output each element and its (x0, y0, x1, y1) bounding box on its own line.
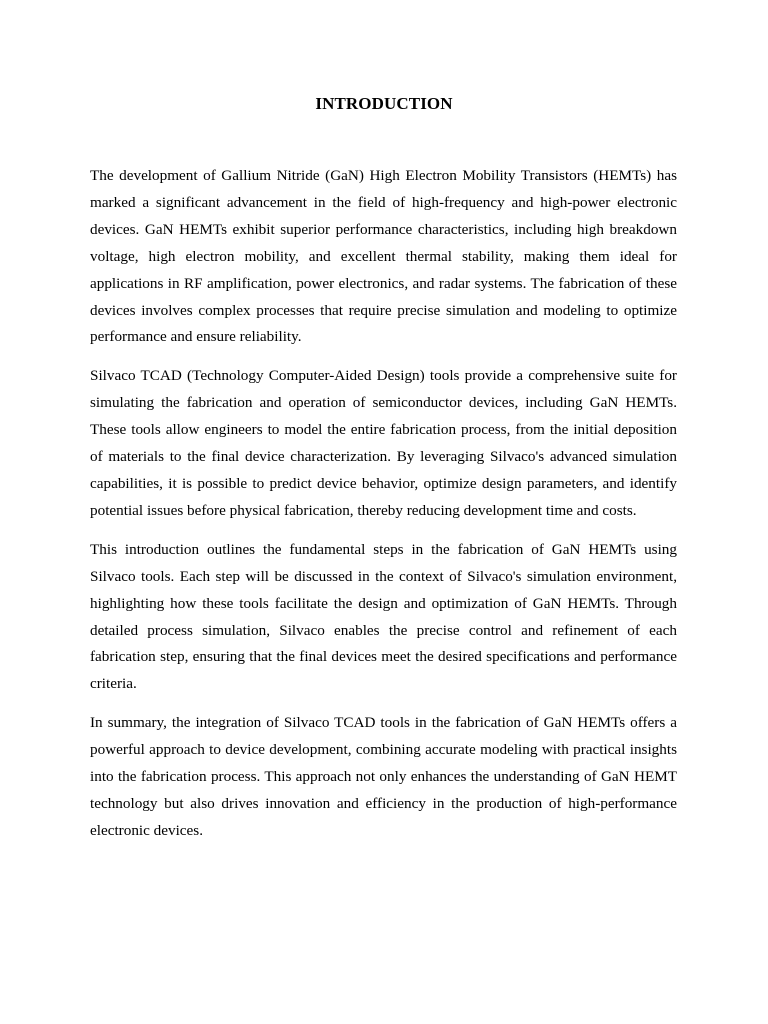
document-body (90, 163, 677, 857)
paragraph-2: Silvaco TCAD (Technology Computer-Aided Design) tools provide a comprehensive suite for simulating the fabrication and operation of semiconductor devices, including GaN HEMTs. These tools allow engineers to model the entire fabrication process, from the initial deposition of materials to the final device characterization. By leveraging Silvaco's advanced simulation capabilities, it is possible to predict device behavior, optimize design parameters, and identify potential issues before physical fabrication, thereby reducing development time and costs. (90, 367, 677, 519)
paragraph-4: In summary, the integration of Silvaco TCAD tools in the fabrication of GaN HEMTs offers a powerful approach to device development, combining accurate modeling with practical insights into the fabrication process. This approach not only enhances the understanding of GaN HEMT technology but also drives innovation and efficiency in the production of high-performance electronic devices. (90, 714, 677, 839)
page-title: INTRODUCTION (315, 94, 453, 113)
paragraph-3: This introduction outlines the fundamental steps in the fabrication of GaN HEMTs using Silvaco tools. Each step will be discussed in the context of Silvaco's simulation environment, highlighting how these tools facilitate the design and optimization of GaN HEMTs. Through detailed process simulation, Silvaco enables the precise control and refinement of each fabrication step, ensuring that the final devices meet the desired specifications and performance criteria. (90, 540, 677, 693)
paragraph-1: The development of Gallium Nitride (GaN) High Electron Mobility Transistors (HEMTs) has marked a significant advancement in the field of high-frequency and high-power electronic devices. GaN HEMTs exhibit superior performance characteristics, including high breakdown voltage, high electron mobility, and excellent thermal stability, making them ideal for applications in RF amplification, power electronics, and radar systems. The fabrication of these devices involves complex processes that require precise simulation and modeling to optimize performance and ensure reliability. (90, 167, 677, 346)
